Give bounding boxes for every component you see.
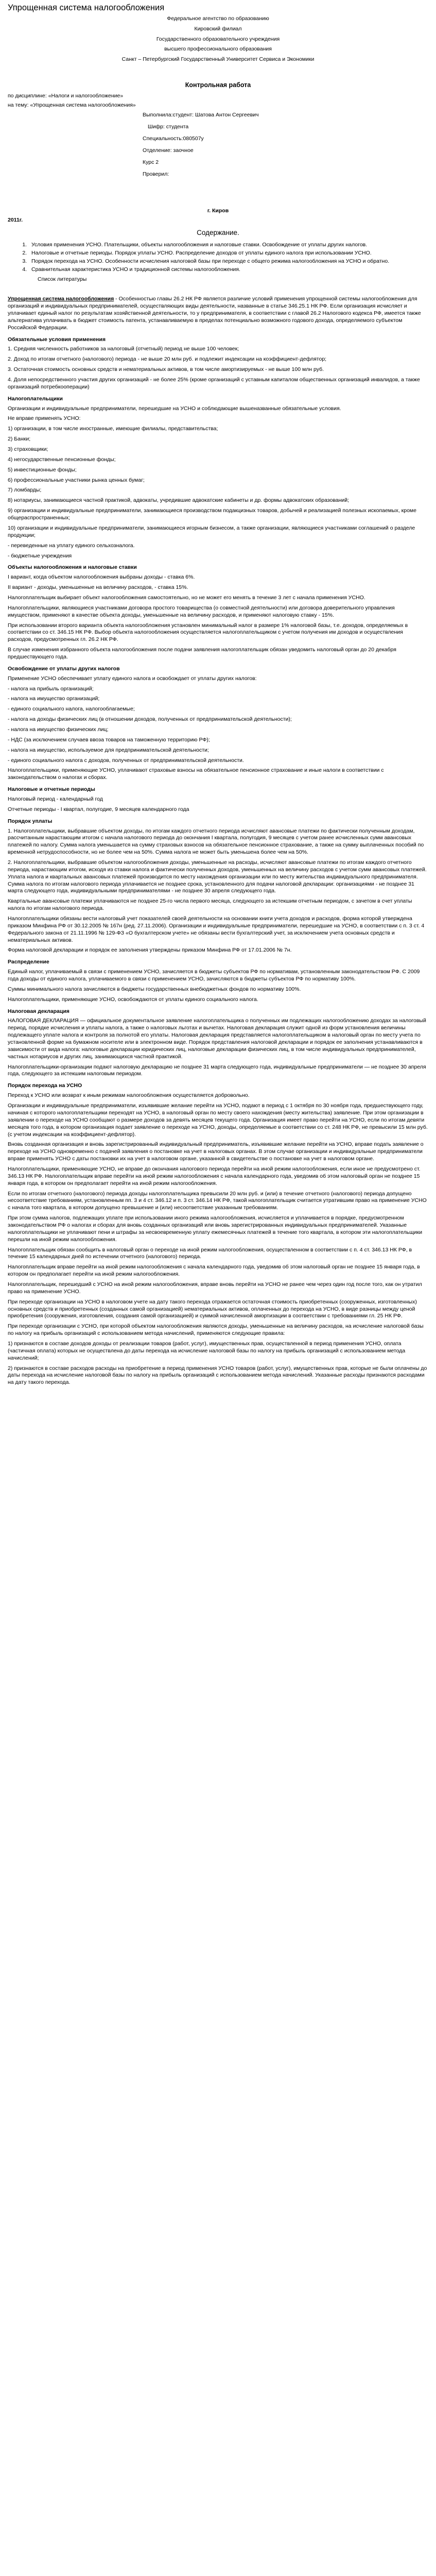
payers-section — [8, 405, 428, 560]
paragraph: Применение УСНО обеспечивает уплату единого налога и освобождает от уплаты других налогов: — [8, 675, 257, 682]
paragraph: 1) организации, в том числе иностранные, имеющие филиалы, представительства; — [8, 426, 218, 432]
periods-section — [8, 796, 428, 814]
paragraph: 4) негосударственные пенсионные фонды; — [8, 456, 116, 463]
paragraph: Не вправе применять УСНО: — [8, 415, 81, 422]
paragraph: Форма налоговой декларации и порядок ее заполнения утверждены приказом Минфина РФ от 17.01.2006 № 7н. — [8, 947, 292, 954]
work-title: Контрольная работа — [185, 81, 251, 89]
work-meta — [8, 93, 428, 110]
student-checked: Проверил: — [143, 171, 169, 177]
header-branch: Кировский филиал — [194, 25, 242, 32]
toc-item-literature: Список литературы — [38, 276, 87, 283]
paragraph: При переходе организации с УСНО, при которой объектом налогообложения являются доходы, уменьшенные на величину расходов, на исчисление налоговой базы по налогу на прибыль организаций с использованием метода начислений, применяются следующие правила: — [8, 1323, 424, 1337]
exempt-section — [8, 675, 428, 782]
paragraph: Налогоплательщики обязаны вести налоговый учет показателей своей деятельности на основании книги учета доходов и расходов, форма которой утверждена приказом Минфина РФ от 30.12.2005 № 167н (ред. 27.11.2006). Организации и индивидуальные предприниматели, перешедшие на УСНО, в соответствии с п. 3 ст. 4 Федерального закона от 21.11.1996 № 129-ФЗ «О бухгалтерском учете» не обязаны вести бухгалтерский учет, за исключением учета основных средств и нематериальных активов. — [8, 916, 425, 943]
table-of-contents — [8, 242, 428, 273]
payment-section — [8, 828, 428, 955]
toc-title: Содержание. — [197, 229, 239, 237]
section-heading: Освобождение от уплаты других налогов — [8, 665, 120, 672]
paragraph: 2. Доход по итогам отчетного (налогового) периода - не выше 20 млн руб. и подлежит индексации на коэффициент-дефлятор; — [8, 356, 327, 363]
paragraph: Вновь созданная организация и вновь зарегистрированный индивидуальный предприниматель, изъявившие желание перейти на УСНО, вправе подать заявление о переходе на УСНО одновременно с подачей заявления о постановке на учет в налоговых органах. В этом случае организации и индивидуальные предприниматели вправе применять УСНО с даты постановки их на учет в налоговом органе, указанной в свидетельстве о постановке на учет в налоговом органе. — [8, 1141, 424, 1162]
distribution-section — [8, 969, 428, 1003]
paragraph: Налогоплательщики, применяющие УСНО, уплачивают страховые взносы на обязательное пенсионное страхование и иные налоги в соответствии с законодательством о налогах и сборах. — [8, 767, 384, 781]
paragraph: Отчетные периоды - I квартал, полугодие, 9 месяцев календарного года — [8, 806, 189, 812]
section-heading: Порядок перехода на УСНО — [8, 1082, 82, 1089]
declaration-section — [8, 1018, 428, 1078]
student-speciality: Специальность:080507у — [143, 135, 204, 142]
student-form: Отделение: заочное — [143, 147, 194, 154]
topic-line: на тему: «Упрощенная система налогообложения» — [8, 102, 136, 109]
transition-section — [8, 1092, 428, 1386]
paragraph: В случае изменения избранного объекта налогообложения после подачи заявления налогоплательщик обязан уведомить налоговый орган до 20 декабря предшествующего года. — [8, 647, 396, 660]
paragraph: Налогоплательщики, применяющие УСНО, не вправе до окончания налогового периода перейти на иной режим налогообложения, если иное не предусмотрено ст. 346.13 НК РФ. Налогоплательщик вправе перейти на иной режим налогообложения с начала календарного года, уведомив об этом налоговый орган не позднее 15 января года, в котором он предполагает перейти на иной режим налогообложения. — [8, 1165, 421, 1187]
paragraph: Организации и индивидуальные предприниматели, изъявившие желание перейти на УСНО, подают в период с 1 октября по 30 ноября года, предшествующего году, начиная с которого налогоплательщики переходят на УСНО, в налоговый орган по месту своего нахождения (месту жительства) заявление. При этом организации в заявлении о переходе на УСНО сообщают о размере доходов за девять месяцев текущего года. Организация имеет право перейти на УСНО, если по итогам девяти месяцев того года, в котором организация подает заявление о переходе на УСНО, доходы, определяемые в соответствии со ст. 248 НК РФ, не превысили 15 млн руб. (с учетом индексации на коэффициент-дефлятор). — [8, 1103, 428, 1138]
paragraph: 2) признаются в составе расходов расходы на приобретение в период применения УСНО товаров (работ, услуг), имущественных прав, которые не были оплачены до даты перехода на исчисление налоговой базы по налогу на прибыль организаций с использованием метода начислений. Указанные расходы признаются расходами на дату такого перехода. — [8, 1365, 427, 1386]
paragraph: 1. Средняя численность работников за налоговый (отчетный) период не выше 100 человек; — [8, 346, 239, 352]
paragraph: Переход к УСНО или возврат к иным режимам налогообложения осуществляется добровольно. — [8, 1092, 250, 1099]
section-heading: Налоговая декларация — [8, 1008, 69, 1014]
intro-heading: Упрощенная система налогообложения — [8, 296, 114, 302]
paragraph: - переведенные на уплату единого сельхозналога. — [8, 542, 135, 549]
year-line: 2011г. — [8, 217, 23, 224]
paragraph: Налогоплательщик обязан сообщить в налоговый орган о переходе на иной режим налогообложения, осуществленном в соответствии с п. 4 ст. 346.13 НК РФ, в течение 15 календарных дней по истечении отчетного (налогового) периода. — [8, 1246, 412, 1260]
toc-item: 3. Порядок перехода на УСНО. Особенности исчисления налоговой базы при переходе с общего режима налогообложения на УСНО и обратно. — [28, 258, 428, 265]
paragraph: II вариант - доходы, уменьшенные на величину расходов, - ставка 15%. — [8, 584, 188, 591]
paragraph: Налогоплательщик вправе перейти на иной режим налогообложения с начала календарного года, уведомив об этом налоговый орган не позднее 15 января года, в котором он предполагает перейти на иной режим налогообложения. — [8, 1264, 420, 1278]
paragraph: При использовании второго варианта объекта налогообложения установлен минимальный налог в размере 1% налоговой базы, т.е. доходов, определяемых в соответствии со ст. 346.15 НК РФ. Выбор объекта налогообложения осуществляется налогоплательщиком с учетом получения им доходов и осуществления расходов, предусмотренных гл. 26.2 НК РФ. — [8, 622, 408, 643]
conditions-section — [8, 346, 428, 391]
section-heading: Налогоплательщики — [8, 395, 63, 402]
discipline-line: по дисциплине: «Налоги и налогообложение» — [8, 92, 124, 99]
paragraph: 9) организации и индивидуальные предприниматели, занимающиеся производством подакцизных товаров, добычей и реализацией полезных ископаемых, кроме общераспространенных; — [8, 507, 416, 521]
header-education: высшего профессионального образования — [164, 46, 272, 53]
section-heading: Объекты налогообложения и налоговые ставки — [8, 564, 137, 571]
section-heading: Налоговые и отчетные периоды — [8, 786, 95, 793]
toc-item: 2. Налоговые и отчетные периоды. Порядок уплаты УСНО. Распределение доходов от уплаты единого налога при использовании УСНО. — [28, 250, 428, 257]
paragraph: 8) нотариусы, занимающиеся частной практикой, адвокаты, учредившие адвокатские кабинеты и др. формы адвокатских образований; — [8, 497, 350, 504]
paragraph: 2) Банки; — [8, 436, 31, 443]
paragraph: Налогоплательщик выбирает объект налогообложения самостоятельно, но не может его менять в течение 3 лет с начала применения УСНО. — [8, 594, 365, 601]
paragraph: 1) признаются в составе доходов доходы от реализации товаров (работ, услуг), имущественных прав, осуществленной в период применения УСНО, оплата (частичная оплата) которых не осуществлена до даты перехода на исчисление налоговой базы по налогу на прибыль организаций с использованием метода начислений; — [8, 1340, 406, 1361]
header-institution: Государственного образовательного учреждения — [156, 36, 280, 42]
paragraph: 10) организации и индивидуальные предприниматели, занимающиеся игорным бизнесом, а также организации, являющиеся участниками соглашений о разделе продукции; — [8, 524, 415, 538]
toc-item: 4. Сравнительная характеристика УСНО и традиционной системы налогообложения. — [28, 266, 428, 274]
document-title: Упрощенная система налогообложения — [8, 3, 165, 12]
paragraph: - единого социального налога, налогооблагаемые; — [8, 706, 135, 713]
paragraph: Если по итогам отчетного (налогового) периода доходы налогоплательщика превысили 20 млн руб. и (или) в течение отчетного (налогового) периода допущено несоответствие требованиям, установленным пп. 3 и 4 ст. 346.12 и п. 3 ст. 346.14 НК РФ, такой налогоплательщик считается утратившим право на применение УСНО с начала того квартала, в котором допущено превышение и (или) несоответствие указанным требованиям. — [8, 1190, 427, 1211]
paragraph: 6) профессиональные участники рынка ценных бумаг; — [8, 477, 145, 483]
paragraph: При переходе организации на УСНО в налоговом учете на дату такого перехода отражается остаточная стоимость приобретенных (сооруженных, изготовленных) основных средств и приобретенных (созданных самой организацией) нематериальных активов, оплаченных до перехода на УСНО, в виде разницы между ценой приобретения (сооружения, изготовления, создания самой организацией) и суммой начисленной амортизации в соответствии с требованиями гл. 25 НК РФ. — [8, 1298, 417, 1319]
section-heading: Распределение — [8, 959, 49, 965]
paragraph: Единый налог, уплачиваемый в связи с применением УСНО, зачисляется в бюджеты субъектов РФ по нормативам, установленным законодательством РФ. С 2009 года доходы от единого налога, уплачиваемого в связи с применением УСНО, зачисляются в бюджеты субъектов РФ по нормативу 100%. — [8, 969, 420, 982]
paragraph: - налога на прибыль организаций; — [8, 685, 94, 692]
paragraph: Организации и индивидуальные предприниматели, перешедшие на УСНО и соблюдающие вышеназванные обязательные условия. — [8, 405, 341, 412]
intro-text: - Особенностью главы 26.2 НК РФ является различие условий применения упрощенной системы налогообложения для организаций и индивидуальных предпринимателей, осуществляющих виды деятельности, названные в статье 346.25.1 НК РФ. Если организация исчисляет и уплачивает единый налог по результатам хозяйственной деятельности, то у предпринимателя, в соответствии с главой 26.2 Налогового кодекса РФ, имеется также альтернатива уплачивать в бюджет стоимость патента, устанавливаемую в пределах потенциально возможного годового дохода, определяемого субъектом Российской Федерации. — [8, 296, 421, 331]
paragraph: Квартальные авансовые платежи уплачиваются не позднее 25-го числа первого месяца, следующего за истекшим отчетным периодом, с зачетом в счет уплаты налога по итогам налогового периода. — [8, 898, 412, 912]
paragraph: 5) инвестиционные фонды; — [8, 466, 77, 473]
paragraph: Налоговый период - календарный год — [8, 795, 103, 802]
paragraph: Налогоплательщики, являющиеся участниками договора простого товарищества (о совместной деятельности) или договора доверительного управления имуществом, применяют в качестве объекта доходы, уменьшенные на величину расходов, и применяют налоговую ставку - 15%. — [8, 604, 395, 618]
objects-section — [8, 574, 428, 661]
paragraph: Налогоплательщики, применяющие УСНО, освобождаются от уплаты единого социального налога. — [8, 996, 258, 1003]
student-performed: Выполнила:студент: Шатова Антон Сергеевич — [143, 112, 259, 118]
paragraph: - налога на имущество физических лиц; — [8, 726, 109, 733]
intro-paragraph — [8, 296, 428, 331]
city-line: г. Киров — [207, 208, 229, 214]
paragraph: Суммы минимального налога зачисляются в бюджеты государственных внебюджетных фондов по нормативу 100%. — [8, 986, 301, 992]
paragraph: При этом сумма налогов, подлежащих уплате при использовании иного режима налогообложения, исчисляется и уплачивается в порядке, предусмотренном законодательством РФ о налогах и сборах для вновь созданных организаций или вновь зарегистрированных индивидуальных предпринимателей. Указанные налогоплательщики не уплачивают пени и штрафы за несвоевременную уплату ежемесячных платежей в течение того квартала, в котором эти налогоплательщики перешли на иной режим налогообложения. — [8, 1215, 423, 1243]
paragraph: 4. Доля непосредственного участия других организаций - не более 25% (кроме организаций с уставным капиталом общественных организаций инвалидов, а также организаций потребкооперации) — [8, 377, 420, 390]
header-university: Санкт – Петербургский Государственный Университет Сервиса и Экономики — [121, 56, 315, 63]
paragraph: - НДС (за исключением случаев ввоза товаров на таможенную территорию РФ); — [8, 736, 210, 743]
paragraph: - налога на имущество, используемое для предпринимательской деятельности; — [8, 747, 209, 753]
paragraph: 1. Налогоплательщики, выбравшие объектом доходы, по итогам каждого отчетного периода исчисляют авансовые платежи по фактически полученным доходам, рассчитанным нарастающим итогом с начала налогового периода до окончания I квартала, полугодия, 9 месяцев с учетом ранее исчисленных сумм авансовых платежей по налогу. Сумма налога уменьшается на сумму страховых взносов на обязательное пенсионное страхование, а также на сумму выплаченных пособий по временной нетрудоспособности, но не более чем на 50%. Сумма налога не может быть уменьшена более чем на 50%. — [8, 827, 424, 856]
paragraph: I вариант, когда объектом налогообложения выбраны доходы - ставка 6%. — [8, 574, 195, 581]
student-cipher: Шифр: студента — [148, 124, 189, 130]
paragraph: - налога на имущество организаций; — [8, 696, 100, 702]
section-heading: Порядок уплаты — [8, 818, 53, 824]
paragraph: 7) ломбарды; — [8, 487, 42, 494]
header-agency: Федеральное агентство по образованию — [167, 15, 269, 22]
student-course: Курс 2 — [143, 159, 159, 165]
paragraph: - налога на доходы физических лиц (в отношении доходов, полученных от предпринимательской деятельности); — [8, 716, 292, 723]
student-info — [143, 112, 428, 178]
paragraph: - бюджетные учреждения — [8, 552, 72, 559]
section-heading: Обязательные условия применения — [8, 336, 106, 343]
paragraph: - единого социального налога с доходов, полученных от предпринимательской деятельности. — [8, 757, 244, 764]
paragraph: НАЛОГОВАЯ ДЕКЛАРАЦИЯ — официальное документальное заявление налогоплательщика о полученных им подлежащих налогообложению доходах за налоговый период, порядке исчисления и уплаты налога, а также о налоговых льготах и вычетах. Налоговая декларация служит одной из форм установления величины подлежащего уплате налога и контроля за полнотой его уплаты. Налоговая декларация представляется налогоплательщиком в налоговый орган по месту учета по установленной форме на бумажном носителе или в электронном виде. Порядок представления налоговой декларации и порядок ее заполнения устанавливаются в зависимости от вида налога: налоговые декларации юридических лиц, налоговые декларации физических лиц, в том числе индивидуальных предпринимателей, частных нотариусов и других лиц, занимающихся частной практикой. — [8, 1018, 426, 1060]
paragraph: Налогоплательщики-организации подают налоговую декларацию не позднее 31 марта следующего года, индивидуальные предприниматели — не позднее 30 апреля года, следующего за истекшим налоговым периодом. — [8, 1063, 426, 1077]
paragraph: Налогоплательщик, перешедший с УСНО на иной режим налогообложения, вправе вновь перейти на УСНО не ранее чем через один год после того, как он утратил право на применение УСНО. — [8, 1281, 422, 1295]
toc-item: 1. Условия применения УСНО. Плательщики, объекты налогообложения и налоговые ставки. Освобождение от уплаты других налогов. — [28, 242, 428, 249]
paragraph: 2. Налогоплательщики, выбравшие объектом налогообложения доходы, уменьшенные на расходы, исчисляют авансовые платежи по итогам каждого отчетного периода, нарастающим итогом, исходя из ставки налога и фактически полученных доходов, уменьшенных на величину расходов с учетом сумм авансовых платежей. Уплата налога и квартальных авансовых платежей производится по месту нахождения организации или по месту жительства индивидуального предпринимателя. Сумма налога по итогам налогового периода уплачивается не позднее срока, установленного для подачи налоговой декларации: организациями - не позднее 31 марта следующего года, индивидуальными предпринимателями - не позднее 30 апреля следующего года. — [8, 859, 427, 894]
paragraph: 3. Остаточная стоимость основных средств и нематериальных активов, в том числе амортизируемых - не выше 100 млн руб. — [8, 366, 324, 373]
paragraph: 3) страховщики; — [8, 446, 48, 453]
